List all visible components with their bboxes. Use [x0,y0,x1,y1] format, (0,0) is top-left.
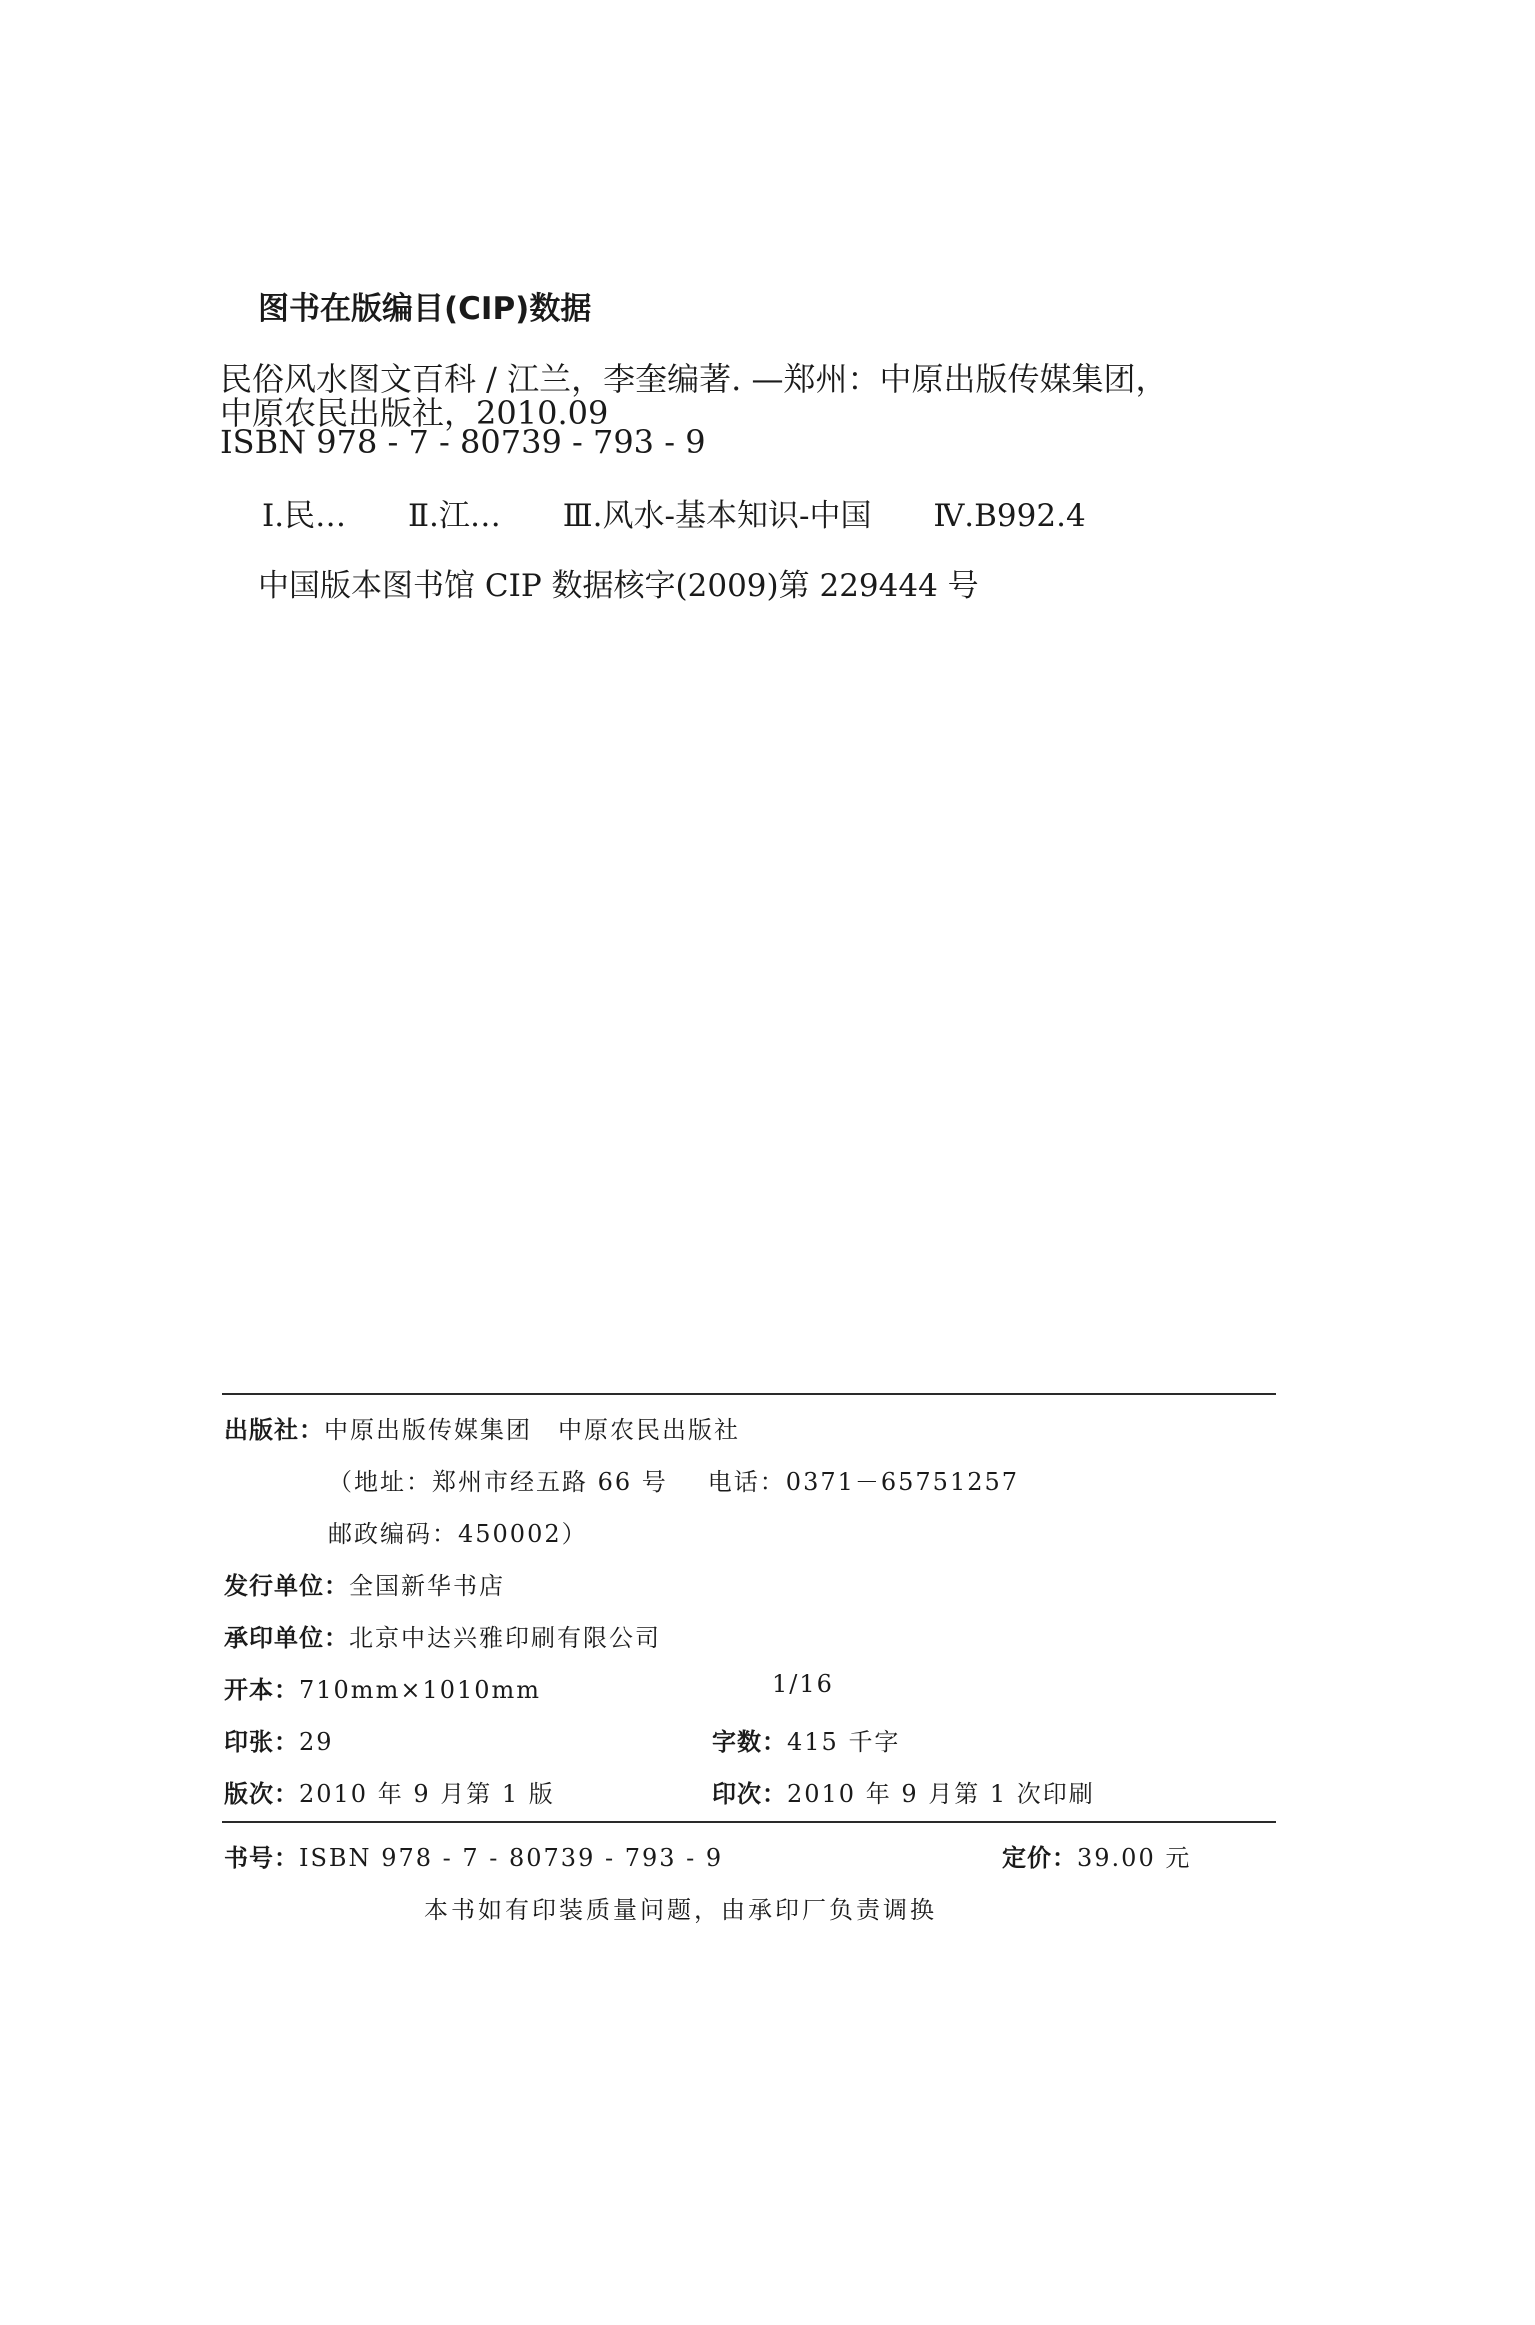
sheets-value: 29 [299,1728,334,1756]
classification-item: Ⅰ.民… [262,498,347,534]
edition-row [224,1774,555,1809]
format-label: 开本： [224,1676,299,1704]
book-number-value: ISBN 978 - 7 - 80739 - 793 - 9 [299,1844,724,1872]
book-number-row [224,1838,723,1873]
edition-label: 版次： [224,1780,299,1808]
publisher-postcode: 邮政编码：450002） [328,1520,588,1548]
printer-row [224,1618,661,1653]
printing-row [712,1774,1095,1809]
word-count-row [712,1722,900,1757]
format-value: 710mm×1010mm [299,1676,542,1704]
cip-heading: 图书在版编目(CIP)数据 [258,291,592,327]
word-count-label: 字数： [712,1728,787,1756]
classification-item: Ⅱ.江… [407,498,501,534]
publisher-address-row [328,1462,1019,1497]
publisher-row [224,1410,740,1445]
distributor-row [224,1566,505,1601]
price-value: 39.00 元 [1077,1844,1192,1872]
word-count-value: 415 千字 [787,1728,901,1756]
publisher-address: （地址：郑州市经五路 66 号 [328,1468,668,1496]
imprint-top-divider [222,1393,1276,1395]
sheets-row [224,1722,334,1757]
format-row [224,1670,541,1705]
classification-item: Ⅲ.风水-基本知识-中国 [562,498,872,534]
price-row [1002,1838,1191,1873]
price-label: 定价： [1002,1844,1077,1872]
book-number-label: 书号： [224,1844,299,1872]
publisher-phone: 电话：0371－65751257 [707,1468,1020,1496]
printing-value: 2010 年 9 月第 1 次印刷 [787,1780,1095,1808]
printing-label: 印次： [712,1780,787,1808]
printer-label: 承印单位： [224,1624,349,1652]
classification-item: Ⅳ.B992.4 [933,498,1086,534]
sheets-label: 印张： [224,1728,299,1756]
distributor-value: 全国新华书店 [349,1572,505,1600]
quality-notice: 本书如有印装质量问题，由承印厂负责调换 [424,1896,937,1924]
cip-isbn-line: ISBN 978 - 7 - 80739 - 793 - 9 [220,423,706,461]
cip-entry-line-1: 民俗风水图文百科 / 江兰，李奎编著. —郑州：中原出版传媒集团， [220,360,1168,398]
format-fraction: 1/16 [772,1670,834,1698]
distributor-label: 发行单位： [224,1572,349,1600]
publisher-value: 中原出版传媒集团 中原农民出版社 [324,1416,740,1444]
imprint-bottom-divider [222,1821,1276,1823]
publisher-label: 出版社： [224,1416,324,1444]
cip-classification [262,490,1138,535]
cip-verification-number: 中国版本图书馆 CIP 数据核字(2009)第 229444 号 [258,568,979,604]
printer-value: 北京中达兴雅印刷有限公司 [349,1624,661,1652]
edition-value: 2010 年 9 月第 1 版 [299,1780,555,1808]
cip-entry-line-2: 中原农民出版社，2010.09 [220,394,609,432]
